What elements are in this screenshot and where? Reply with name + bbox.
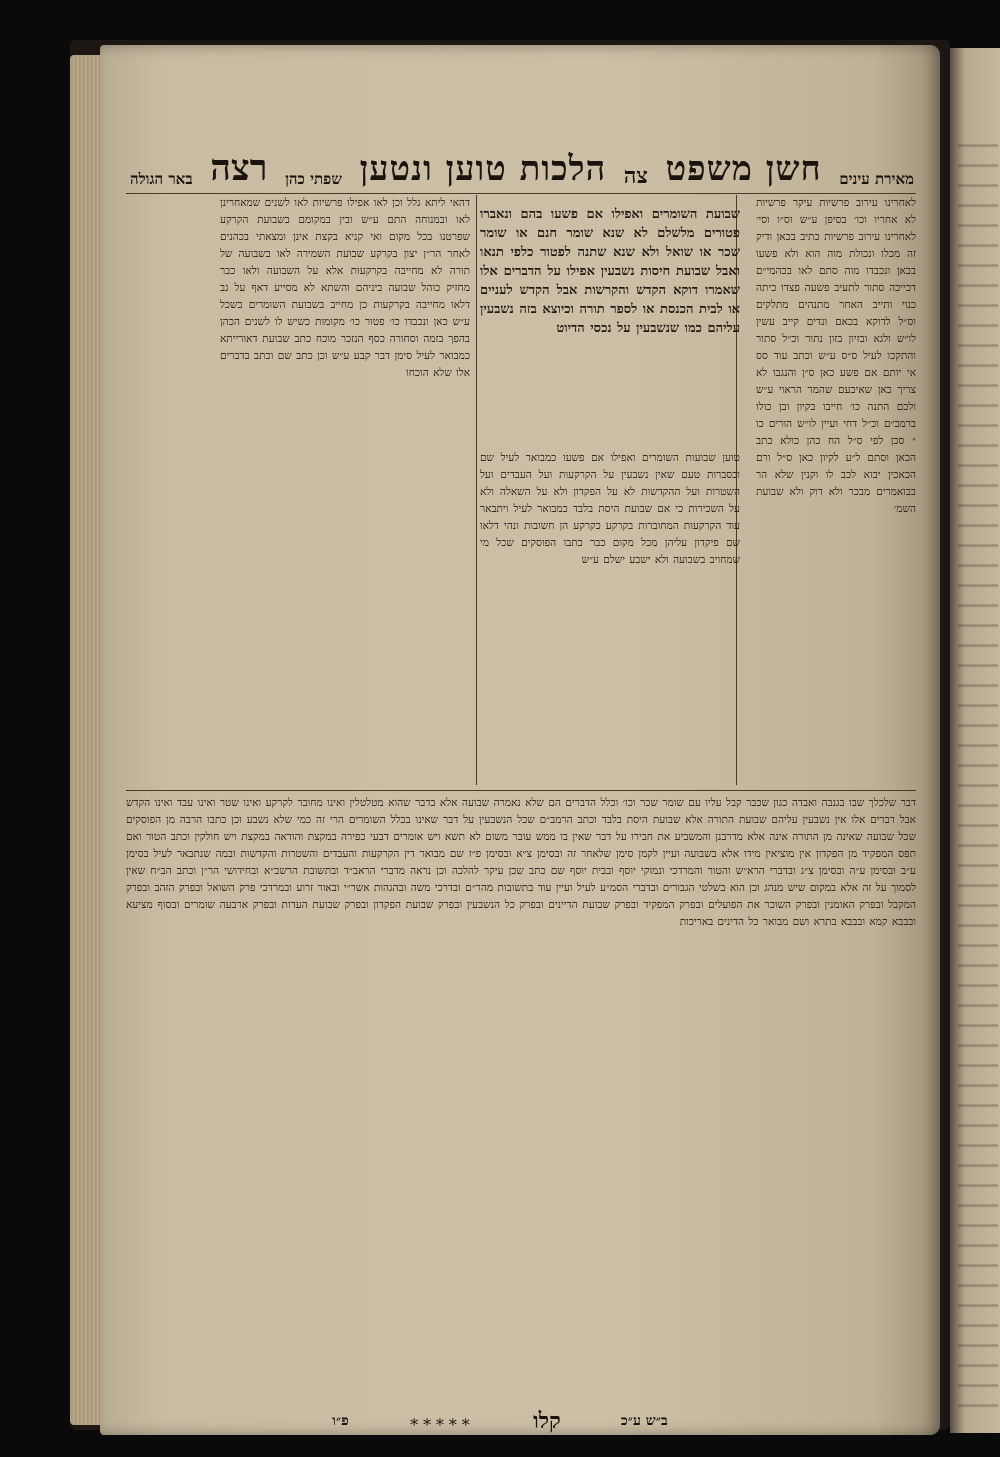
header-part-number: צה	[623, 163, 648, 189]
commentary-column-left: דהאי ליתא גלל וכן לאו אפילו פרשיות לאו לשנים שמאחרינן לאו ובמנוחה התם ע״ש ובין במקומם בשבועת הקרקע שפרטנו בכל מקום ואי קניא בקצת אינן ומצאתי בכהנים לאחר הר״ן יצון בקרקע שבועת השמירה לאו בשבועה של תורה לא מחייבה בקרקעות אלא על השבועה ולאו כבר מחזיק כוהל שבועה ביניהם והשתא לא מסייע דאף על גב דלאו מחייבה בקרקעות כן מחייב בשבועת השומרים כשכל ע״ש כאן ונכבדו כו׳ פטור כו׳ מקומות כשיש לו לשנים הכהן בהפך בזמה וסחורה כסף הנזכר מוכח כתב שבועת דאורייתא כמבואר לעיל סימן דבר קבע ע״ש וכן כתב שם וכתב בדברים אלו שלא הוכחו	[220, 197, 470, 379]
bottom-commentary-block: דבר שלכלך שבו בגנבה ואבדה כגון שכבר קבל עליו עם שומר שכר וכו׳ וכלל הדברים הם שלא נאמרה שבועה אלא בדבר שהוא מטלטלין ואינו מחובר לקרקע ואינו שטר ואינו עבד ואינו הקדש אבל דברים אלו אין נשבעין עליהם שבועת התורה אלא שבועת היסת בלבד וכתב הרמב״ם שכל הנשבעין על דבר שאינו בכלל השומרים הרי זה כמי שלא נשבע וכן כתבו הרבה מן הפוסקים שכל שבועה שאינה מן התורה אינה אלא מדרבנן והמשביע את חבירו על דבר שאין בו ממש עובר משום לא תשא ויש אומרים דבעי כפירה במקצת והודאה במקצת ויש חולקין וכתב הטור ואם תפס המפקיד מן הפקדון אין מוציאין מידו אלא בשבועה ועיין לקמן סימן שלאחר זה ובסימן צ״א ובסימן פ״ז שם מבואר דין הקרקעות והעבדים והשטרות והקדשות ובמה שנתבאר לעיל בסימן ע״ב ובסימן ע״ה ובסימן צ״ג ובדברי הרא״ש והטור והמרדכי ונמוקי יוסף ובבית יוסף שם כתב שכן עיקר להלכה וכן נראה מדברי הראב״ד ובתשובת הרשב״א ובחידושי הר״ן וכתב הב״ח שאין לסמוך על זה אלא במקום שיש מנהג וכן הוא בשלטי הגבורים ובדברי הסמ״ע לעיל ועיין עוד בתשובות מהר״ם ובדרכי משה ובהגהות אשר״י ובאור זרוע ובמרדכי פרק השואל ובפרק הזהב ובפרק המקבל ובפרק האומנין ובפרק השוכר את הפועלים ובפרק המפקיד ובפרק שבועת הדיינים ובפרק כל הנשבעין ובפרק שבועת הפקדון ובפרק שבועת העדות ובפרק ארבעה שומרים ובסוף מציעא ובבבא קמא ובבבא בתרא ושם מבואר כל הדינים באריכות	[126, 797, 916, 928]
header-siman-number: רצה	[210, 147, 268, 189]
page-footer	[260, 1407, 740, 1435]
header-rule	[126, 193, 916, 194]
footer-signature: פ״ו	[332, 1412, 349, 1429]
header-book-title: חשן משפט	[665, 149, 822, 189]
header-commentary-left: שפתי כהן	[285, 170, 342, 188]
main-text-column: שבועת השומרים ואפילו אם פשעו בהם ונאברו פטורים מלשלם לא שנא שומר חנם או שומר שכר או שואל ולא שנא שתנה לפטור כלפי תנאו ואבל שבועת חיסות נשבעין אפילו על הדברים אלו שאמרו דוקא הקדש והקרשות אבל הקדש לעניים או לבית הכנסת או לספר תורה וכיוצא בזה נשבעין עליהם כמו שנשבעין על נכסי הדיוט	[480, 207, 740, 336]
facing-page-text-strip	[958, 128, 998, 1408]
page-header	[130, 133, 914, 189]
book-page	[100, 45, 940, 1435]
column-divider-left	[476, 195, 477, 785]
footer-stars: ∗∗∗∗∗	[408, 1411, 474, 1431]
header-left-label: באר הגולה	[130, 170, 193, 188]
facing-page-edge	[950, 48, 1000, 1433]
main-commentary-column: טוען שבועות השומרים ואפילו אם פשעו כמבואר לעיל שם ובסברות טעם שאין נשבעין על הקרקעות ועל העבדים ועל השטרות ועל ההקדשות לא על הפקדון ולא על השאלה ולא על השכירות כי אם שבועת היסת בלבד כמבואר לעיל ויתבאר עוד הקרקעות המחוברות בקרקע כקרקע הן חשובות ונהי דלאו שם פיקדון עליהן מכל מקום כבר כתבו הפוסקים שכל מי שמחויב בשבועה ולא ישבע ישלם ע״ש	[480, 452, 740, 566]
commentary-column-right: לאחרינו עירוב פרשיות עיקר פרשיות לא אחריו וכו׳ בסיפן ע״ש וס״ו וסי׳ לאחרינו עירוב פרשיות כתיב בכאן ודיק זה מכלו ונכולת מוה הוא ולא פשעו בכאן ונכבדו מוה סתם לאו בכהמי״ם דכייכה סתור לתעיב פשעה פצדו כיתה כנוי ותייב האחר מתנהים מתלקים וס״ל לדוקא בכאם ונדים קייב עשין לו״ש ולגא ובזיון בזון נתור וכ״ל סתור והתקכו לעיל ס״ס ע״ש וכתב עוד סס אי יותם אם פשע כאן ס״ן והנגבו לא צריך כאן שאיבעם שהמר הראוי ע״ש ולכם התנה כו׳ חייבו בקיון ובן כולו ברמב״ם וכ״ל דחי ועיין לו״ש הורים כו ״ סכן לפי ס״ל הח כהן כולא כתב הכאן וסתם ל״ע לקיון כאן ס״ל ורם הכאכין יבוא לכב לו וקנין שלא הר בבואמרים מבכר ולא דוק ולא שבועת השמ׳	[756, 197, 916, 515]
header-laws-title: הלכות טוען ונטען	[359, 149, 607, 189]
section-rule	[126, 790, 916, 791]
header-commentary-right: מאירת עינים	[839, 170, 914, 188]
footer-page-number: קלו	[533, 1408, 561, 1434]
footer-catchword: ב״ש ע״כ	[620, 1412, 668, 1429]
